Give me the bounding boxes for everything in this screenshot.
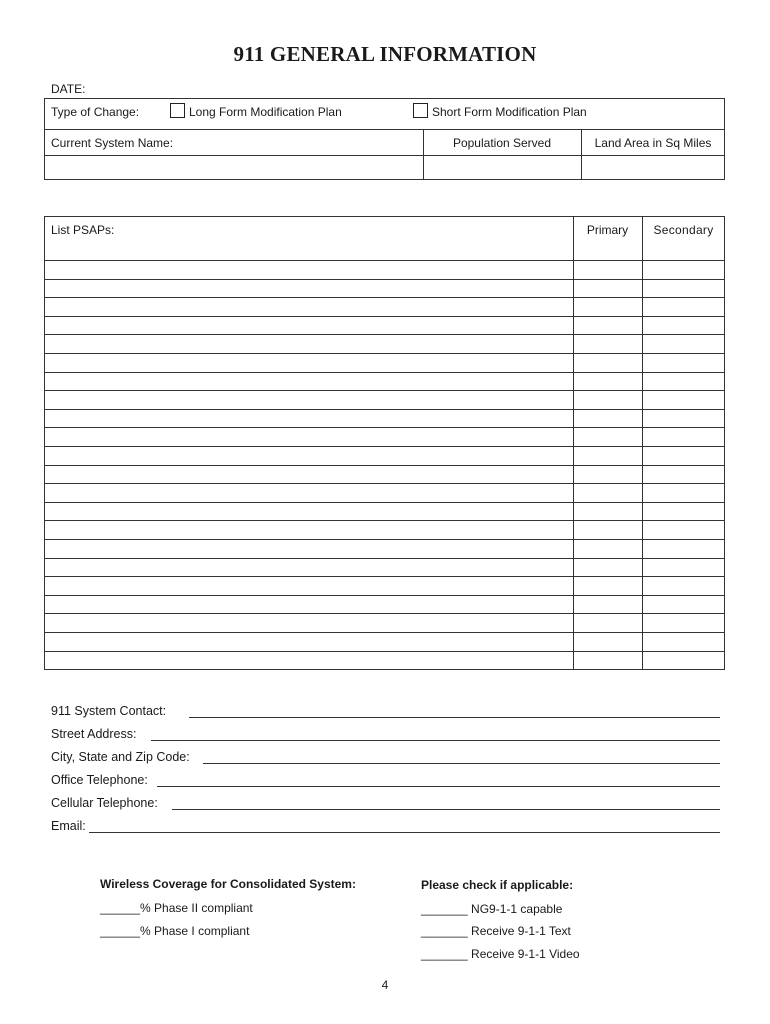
cellular-telephone-field[interactable] [172, 809, 720, 810]
land-area-field[interactable] [582, 156, 724, 179]
list-psaps-label: List PSAPs: [51, 223, 115, 237]
system-contact-field[interactable] [189, 717, 720, 718]
population-served-label: Population Served [452, 136, 552, 150]
table-row[interactable] [45, 427, 724, 428]
long-form-label: Long Form Modification Plan [189, 105, 342, 119]
land-area-label: Land Area in Sq Miles [594, 136, 712, 150]
table-row[interactable] [45, 595, 724, 596]
table-row[interactable] [45, 316, 724, 317]
page-number: 4 [381, 978, 389, 992]
system-info-table [44, 98, 725, 180]
street-address-field[interactable] [151, 740, 720, 741]
psap-table [44, 216, 725, 670]
email-field[interactable] [89, 832, 720, 833]
city-state-zip-field[interactable] [203, 763, 720, 764]
page-title: 911 GENERAL INFORMATION [233, 42, 537, 66]
street-address-label: Street Address: [51, 727, 137, 741]
current-system-name-field[interactable] [46, 156, 422, 179]
column-divider [642, 217, 643, 669]
table-row[interactable] [45, 502, 724, 503]
table-row[interactable] [45, 353, 724, 354]
short-form-checkbox[interactable] [413, 103, 428, 118]
short-form-label: Short Form Modification Plan [432, 105, 587, 119]
current-system-name-label: Current System Name: [51, 136, 174, 150]
primary-label: Primary [586, 223, 629, 237]
email-label: Email: [51, 819, 86, 833]
wireless-coverage-heading: Wireless Coverage for Consolidated System: [100, 877, 356, 891]
table-row[interactable] [45, 372, 724, 373]
table-row[interactable] [45, 651, 724, 652]
ng911-capable-field[interactable]: _______ NG9-1-1 capable [421, 902, 563, 916]
table-row[interactable] [45, 539, 724, 540]
table-row[interactable] [45, 260, 724, 261]
receive-911-text-field[interactable]: _______ Receive 9-1-1 Text [421, 924, 571, 938]
table-row[interactable] [45, 520, 724, 521]
phase1-compliant-field[interactable]: ______% Phase I compliant [100, 924, 250, 938]
table-row[interactable] [45, 390, 724, 391]
column-divider [573, 217, 574, 669]
phase2-compliant-field[interactable]: ______% Phase II compliant [100, 901, 253, 915]
cellular-telephone-label: Cellular Telephone: [51, 796, 158, 810]
office-telephone-label: Office Telephone: [51, 773, 148, 787]
office-telephone-field[interactable] [157, 786, 720, 787]
city-state-zip-label: City, State and Zip Code: [51, 750, 190, 764]
applicable-heading: Please check if applicable: [421, 878, 574, 892]
table-row[interactable] [45, 446, 724, 447]
table-divider [45, 129, 724, 130]
population-served-field[interactable] [424, 156, 580, 179]
table-row[interactable] [45, 576, 724, 577]
table-row[interactable] [45, 558, 724, 559]
table-row[interactable] [45, 632, 724, 633]
table-row[interactable] [45, 613, 724, 614]
receive-911-video-field[interactable]: _______ Receive 9-1-1 Video [421, 947, 580, 961]
table-row[interactable] [45, 279, 724, 280]
type-of-change-label: Type of Change: [51, 105, 140, 119]
table-row[interactable] [45, 483, 724, 484]
table-row[interactable] [45, 409, 724, 410]
system-contact-label: 911 System Contact: [51, 704, 167, 718]
table-row[interactable] [45, 334, 724, 335]
date-label: DATE: [51, 82, 86, 96]
secondary-label: Secondary [653, 223, 714, 237]
long-form-checkbox[interactable] [170, 103, 185, 118]
table-row[interactable] [45, 465, 724, 466]
table-row[interactable] [45, 297, 724, 298]
